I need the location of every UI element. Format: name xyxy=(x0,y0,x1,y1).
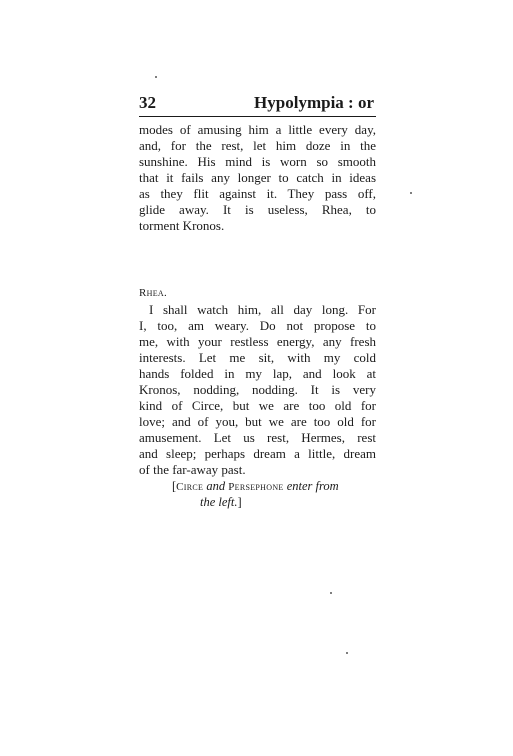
direction-text: enter from xyxy=(286,479,339,493)
direction-text: the left. xyxy=(200,495,238,509)
character-name: Circe xyxy=(176,481,204,493)
bracket: ] xyxy=(237,495,242,509)
page-number: 32 xyxy=(139,93,156,112)
text-line: sunshine. His mind is worn so smooth xyxy=(139,154,376,169)
speaker-name: Rhea. xyxy=(139,287,168,299)
text-line: I, too, am weary. Do not propose to xyxy=(139,318,376,333)
running-header xyxy=(139,94,376,117)
text-line: and, for the rest, let him doze in the xyxy=(139,138,376,153)
text-line: that it fails any longer to catch in ideas xyxy=(139,170,376,185)
paper-speck xyxy=(330,592,332,594)
text-line: glide away. It is useless, Rhea, to xyxy=(139,202,376,217)
text-line: me, with your restless energy, any fresh xyxy=(139,334,376,349)
text-line: I shall watch him, all day long. For xyxy=(149,302,376,317)
text-line: kind of Circe, but we are too old for xyxy=(139,398,376,413)
text-line: as they flit against it. They pass off, xyxy=(139,186,376,201)
text-line: Kronos, nodding, nodding. It is very xyxy=(139,382,376,397)
conjunction: and xyxy=(206,479,226,493)
stage-direction-line xyxy=(172,478,339,495)
running-title: Hypolympia : or xyxy=(254,93,374,112)
paper-speck xyxy=(410,192,412,194)
text-line: love; and of you, but we are too old for xyxy=(139,414,376,429)
text-line: and sleep; perhaps dream a little, dream xyxy=(139,446,376,461)
paper-speck xyxy=(155,76,157,78)
text-line: torment Kronos. xyxy=(139,218,225,233)
text-line: of the far-away past. xyxy=(139,462,246,477)
text-line: modes of amusing him a little every day, xyxy=(139,122,376,137)
stage-direction-line xyxy=(200,494,242,510)
character-name: Persephone xyxy=(228,481,284,493)
paper-speck xyxy=(346,652,348,654)
bracket: [ xyxy=(172,479,177,493)
text-line: amusement. Let us rest, Hermes, rest xyxy=(139,430,376,445)
text-line: interests. Let me sit, with my cold xyxy=(139,350,376,365)
text-line: hands folded in my lap, and look at xyxy=(139,366,376,381)
